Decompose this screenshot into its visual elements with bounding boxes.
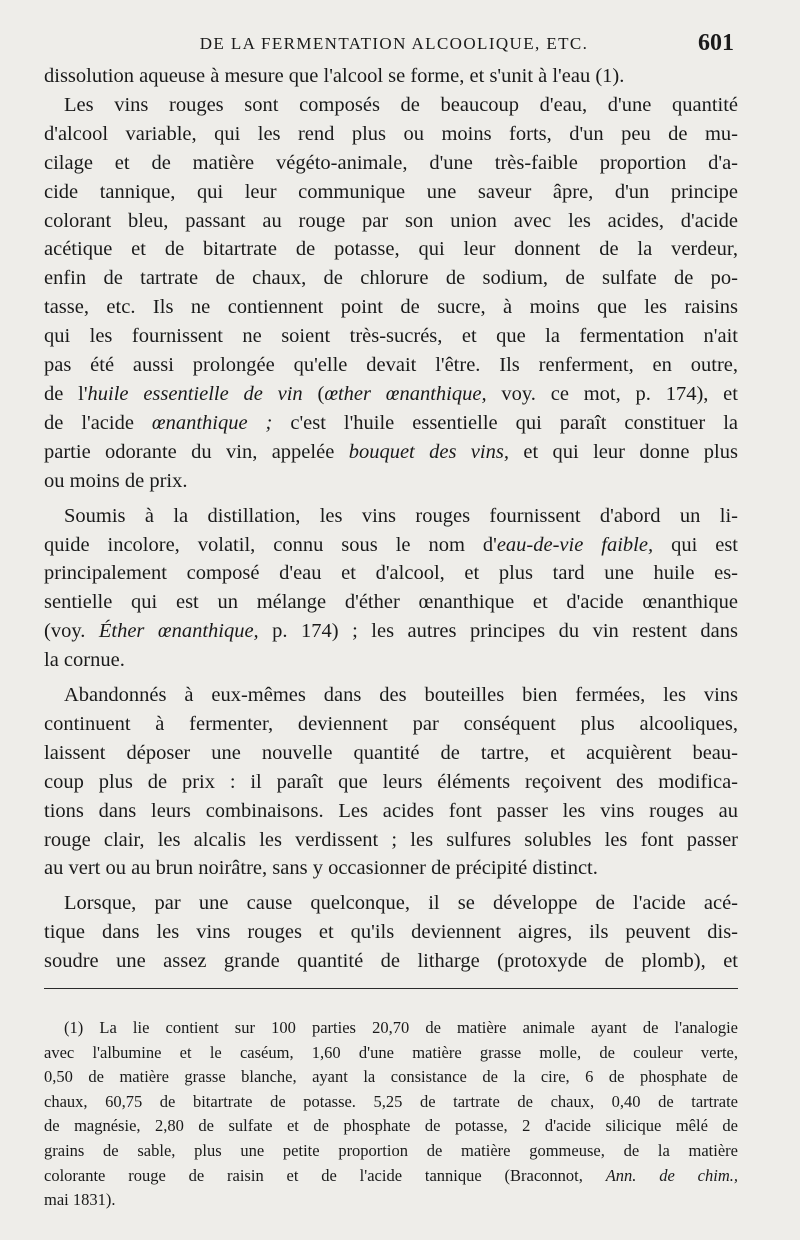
text-line: ou moins de prix.: [44, 469, 188, 492]
footnote-separator: [44, 988, 738, 989]
text-line: au vert ou au brun noirâtre, sans y occasionner de précipité distinct.: [44, 857, 598, 880]
text-line: tasse, etc. Ils ne contiennent point de sucre, à moins que les raisins: [44, 296, 738, 319]
main-text: [44, 62, 738, 976]
paragraph-3: [44, 502, 738, 675]
text-line: enfin de tartrate de chaux, de chlorure de sodium, de sulfate de po-: [44, 267, 738, 290]
text-line: de l'huile essentielle de vin (œther œnanthique, voy. ce mot, p. 174), et: [44, 382, 738, 405]
footnote-line: de magnésie, 2,80 de sulfate et de phosphate de potasse, 2 d'acide silicique mêlé de: [44, 1116, 738, 1136]
text-line: Les vins rouges sont composés de beaucoup d'eau, d'une quantité: [64, 93, 738, 116]
text-line: soudre une assez grande quantité de litharge (protoxyde de plomb), et: [44, 950, 738, 973]
text-line: coup plus de prix : il paraît que leurs éléments reçoivent des modifica-: [44, 770, 738, 793]
text-line: colorant bleu, passant au rouge par son union avec les acides, d'acide: [44, 209, 738, 232]
text-line: Lorsque, par une cause quelconque, il se développe de l'acide acé-: [64, 892, 738, 915]
text-line: laissent déposer une nouvelle quantité de tartre, et acquièrent beau-: [44, 741, 738, 764]
footnote-line: colorante rouge de raisin et de l'acide tannique (Braconnot, Ann. de chim.,: [44, 1165, 738, 1185]
paragraph-2: [44, 91, 738, 496]
footnote-line: chaux, 60,75 de bitartrate de potasse. 5,25 de tartrate de chaux, 0,40 de tartrate: [44, 1091, 738, 1111]
footnote-line: avec l'albumine et le caséum, 1,60 d'une matière grasse molle, de couleur verte,: [44, 1042, 738, 1062]
footnote-line: 0,50 de matière grasse blanche, ayant la consistance de la cire, 6 de phosphate de: [44, 1067, 738, 1087]
text-line: acétique et de bitartrate de potasse, qui leur donnent de la verdeur,: [44, 238, 738, 261]
page-header: [44, 30, 744, 62]
text-line: partie odorante du vin, appelée bouquet des vins, et qui leur donne plus: [44, 440, 738, 463]
text-line: tique dans les vins rouges et qu'ils deviennent aigres, ils peuvent dis-: [44, 921, 738, 944]
text-line: d'alcool variable, qui les rend plus ou moins forts, d'un peu de mu-: [44, 122, 738, 145]
paragraph-4: [44, 681, 738, 883]
footnote-line: (1) La lie contient sur 100 parties 20,70 de matière animale ayant de l'analogie: [64, 1018, 738, 1037]
footnote: [44, 1016, 738, 1213]
text-line: cide tannique, qui leur communique une saveur âpre, d'un principe: [44, 180, 738, 203]
text-line: (voy. Éther œnanthique, p. 174) ; les autres principes du vin restent dans: [44, 620, 738, 643]
text-line: Soumis à la distillation, les vins rouges fournissent d'abord un li-: [64, 504, 738, 527]
text-line: dissolution aqueuse à mesure que l'alcool se forme, et s'unit à l'eau (1).: [44, 65, 625, 87]
text-line: sentielle qui est un mélange d'éther œnanthique et d'acide œnanthique: [44, 591, 738, 614]
text-line: la cornue.: [44, 649, 125, 672]
footnote-line: mai 1831).: [44, 1190, 116, 1210]
text-line: Abandonnés à eux-mêmes dans des bouteilles bien fermées, les vins: [64, 684, 738, 707]
text-line: de l'acide œnanthique ; c'est l'huile essentielle qui paraît constituer la: [44, 411, 738, 434]
footnote-line: grains de sable, plus une petite proportion de matière gommeuse, de la matière: [44, 1140, 738, 1160]
text-line: tions dans leurs combinaisons. Les acides font passer les vins rouges au: [44, 799, 738, 822]
text-line: continuent à fermenter, deviennent par conséquent plus alcooliques,: [44, 712, 738, 735]
paragraph-5: [44, 889, 738, 976]
text-line: principalement composé d'eau et d'alcool, et plus tard une huile es-: [44, 562, 738, 585]
text-line: cilage et de matière végéto-animale, d'une très-faible proportion d'a-: [44, 151, 738, 174]
text-line: quide incolore, volatil, connu sous le nom d'eau-de-vie faible, qui est: [44, 533, 739, 556]
text-line: pas été aussi prolongée qu'elle devait l'être. Ils renferment, en outre,: [44, 354, 738, 377]
text-line: qui les fournissent ne soient très-sucrés, et que la fermentation n'ait: [44, 325, 738, 348]
paragraph-1: [44, 62, 738, 91]
page-number: 601: [698, 30, 734, 56]
running-head: DE LA FERMENTATION ALCOOLIQUE, ETC.: [199, 34, 589, 53]
text-line: rouge clair, les alcalis les verdissent ; les sulfures solubles les font passer: [44, 828, 738, 851]
